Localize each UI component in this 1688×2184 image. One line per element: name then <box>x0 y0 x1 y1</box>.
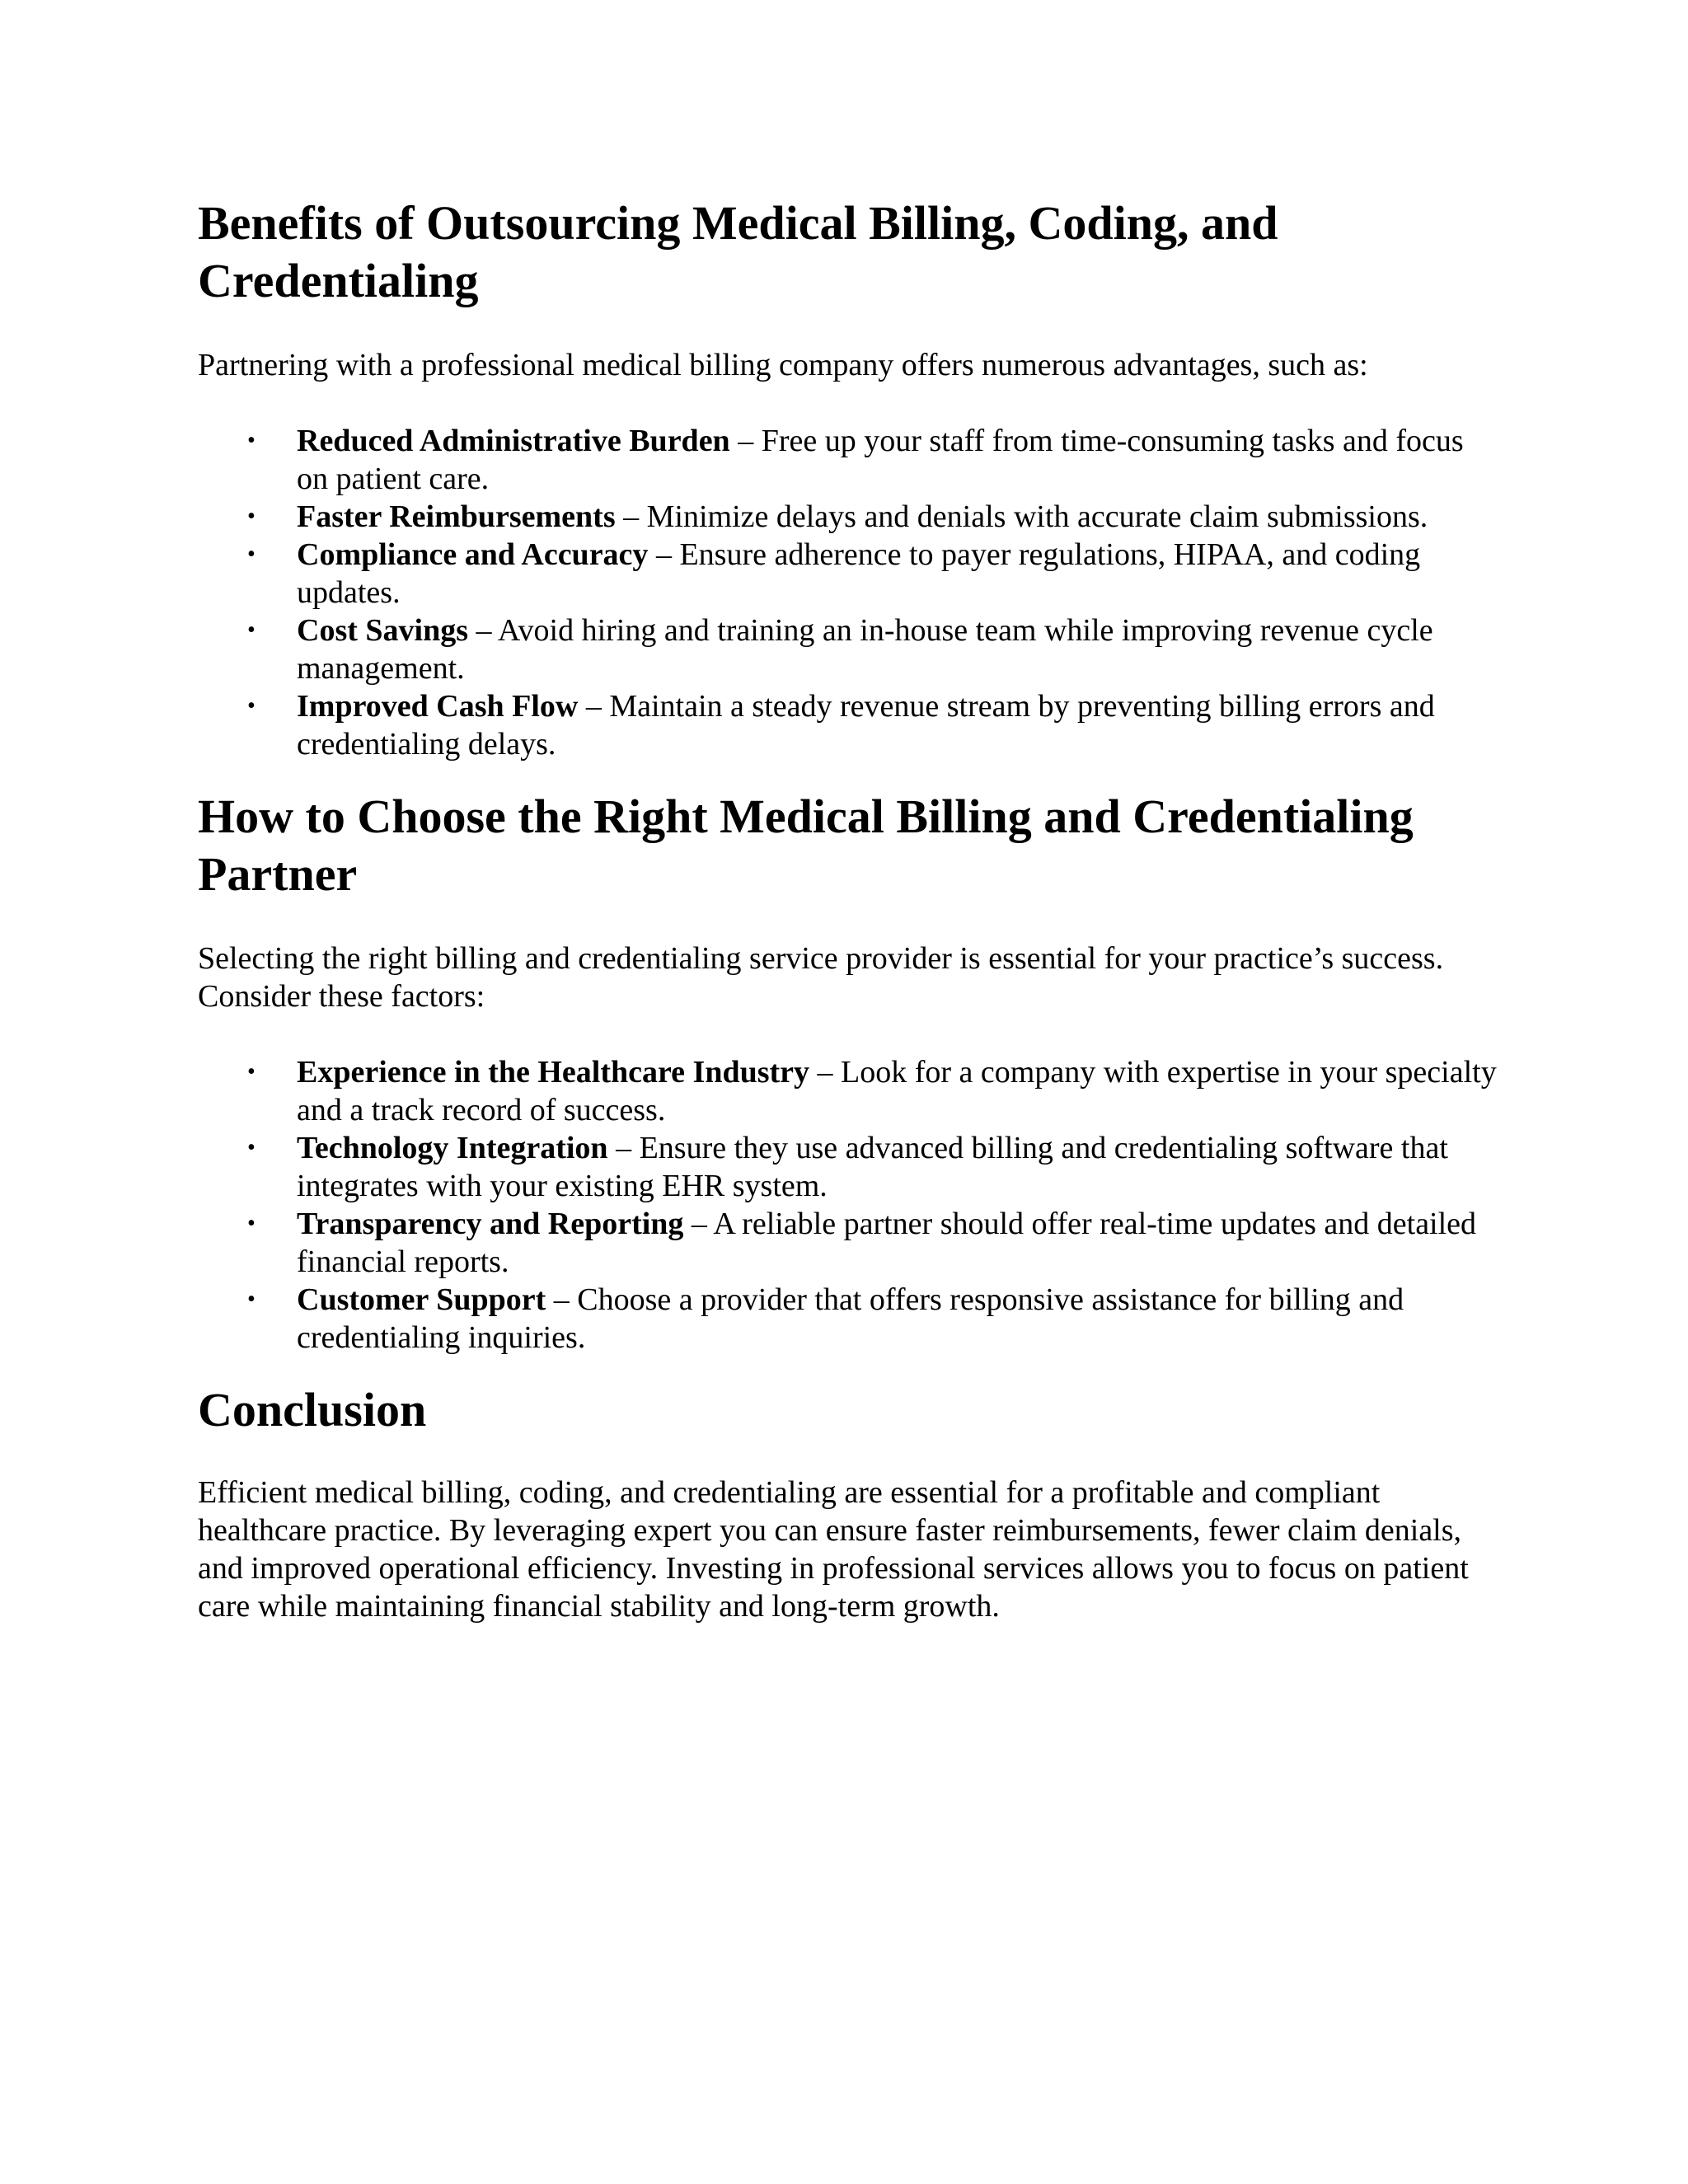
bullet-icon: • <box>247 693 256 719</box>
item-term: Experience in the Healthcare Industry <box>297 1055 810 1090</box>
item-term: Transparency and Reporting <box>297 1207 684 1241</box>
list-item <box>198 612 1500 687</box>
bullet-icon: • <box>247 1135 256 1160</box>
item-term: Cost Savings <box>297 613 468 648</box>
bullet-icon: • <box>247 541 256 567</box>
list-item <box>198 1129 1500 1205</box>
heading-choose-partner: How to Choose the Right Medical Billing and Credentialing Partner <box>198 790 1414 901</box>
bullet-icon: • <box>247 504 256 529</box>
item-text: – Look for a company with expertise in your specialty and a track record of success. <box>297 1055 1497 1127</box>
item-term: Compliance and Accuracy <box>297 537 649 572</box>
list-choose-factors <box>198 1053 1500 1357</box>
list-item <box>198 1281 1500 1357</box>
paragraph-conclusion: Efficient medical billing, coding, and credentialing are essential for a profitable and compliant healthcare practice. By leveraging expert you can ensure faster reimbursements, fewer claim denials, and improved operational efficiency. Investing in professional services allows you to focus on patient care while maintaining financial stability and long-term growth. <box>198 1475 1469 1624</box>
list-item <box>198 498 1500 536</box>
heading-conclusion: Conclusion <box>198 1383 427 1436</box>
list-benefits <box>198 422 1500 763</box>
item-term: Faster Reimbursements <box>297 499 616 534</box>
list-item <box>198 1205 1500 1281</box>
bullet-icon: • <box>247 617 256 643</box>
bullet-icon: • <box>247 1286 256 1312</box>
bullet-icon: • <box>247 1059 256 1085</box>
paragraph-benefits-intro: Partnering with a professional medical billing company offers numerous advantages, such as: <box>198 348 1368 382</box>
list-item <box>198 422 1500 498</box>
paragraph-choose-intro: Selecting the right billing and credentialing service provider is essential for your practice’s success. Consider these factors: <box>198 941 1444 1014</box>
heading-benefits: Benefits of Outsourcing Medical Billing, Coding, and Credentialing <box>198 196 1278 307</box>
list-item <box>198 1053 1500 1129</box>
item-term: Reduced Administrative Burden <box>297 424 730 458</box>
item-term: Customer Support <box>297 1282 546 1317</box>
item-text: – Free up your staff from time-consuming tasks and focus on patient care. <box>297 424 1464 496</box>
item-text: – A reliable partner should offer real-time updates and detailed financial reports. <box>297 1207 1477 1279</box>
list-item <box>198 687 1500 763</box>
item-text: – Ensure they use advanced billing and credentialing software that integrates with your existing EHR system. <box>297 1131 1448 1203</box>
bullet-icon: • <box>247 428 256 453</box>
item-text: – Ensure adherence to payer regulations, HIPAA, and coding updates. <box>297 537 1421 610</box>
item-text: – Minimize delays and denials with accurate claim submissions. <box>615 499 1428 534</box>
item-term: Improved Cash Flow <box>297 689 579 724</box>
item-text: – Maintain a steady revenue stream by preventing billing errors and credentialing delays. <box>297 689 1435 762</box>
item-text: – Avoid hiring and training an in-house team while improving revenue cycle management. <box>297 613 1433 686</box>
document-body <box>198 194 1500 1625</box>
item-text: – Choose a provider that offers responsive assistance for billing and credentialing inquiries. <box>297 1282 1404 1355</box>
list-item <box>198 536 1500 612</box>
item-term: Technology Integration <box>297 1131 608 1165</box>
bullet-icon: • <box>247 1211 256 1236</box>
